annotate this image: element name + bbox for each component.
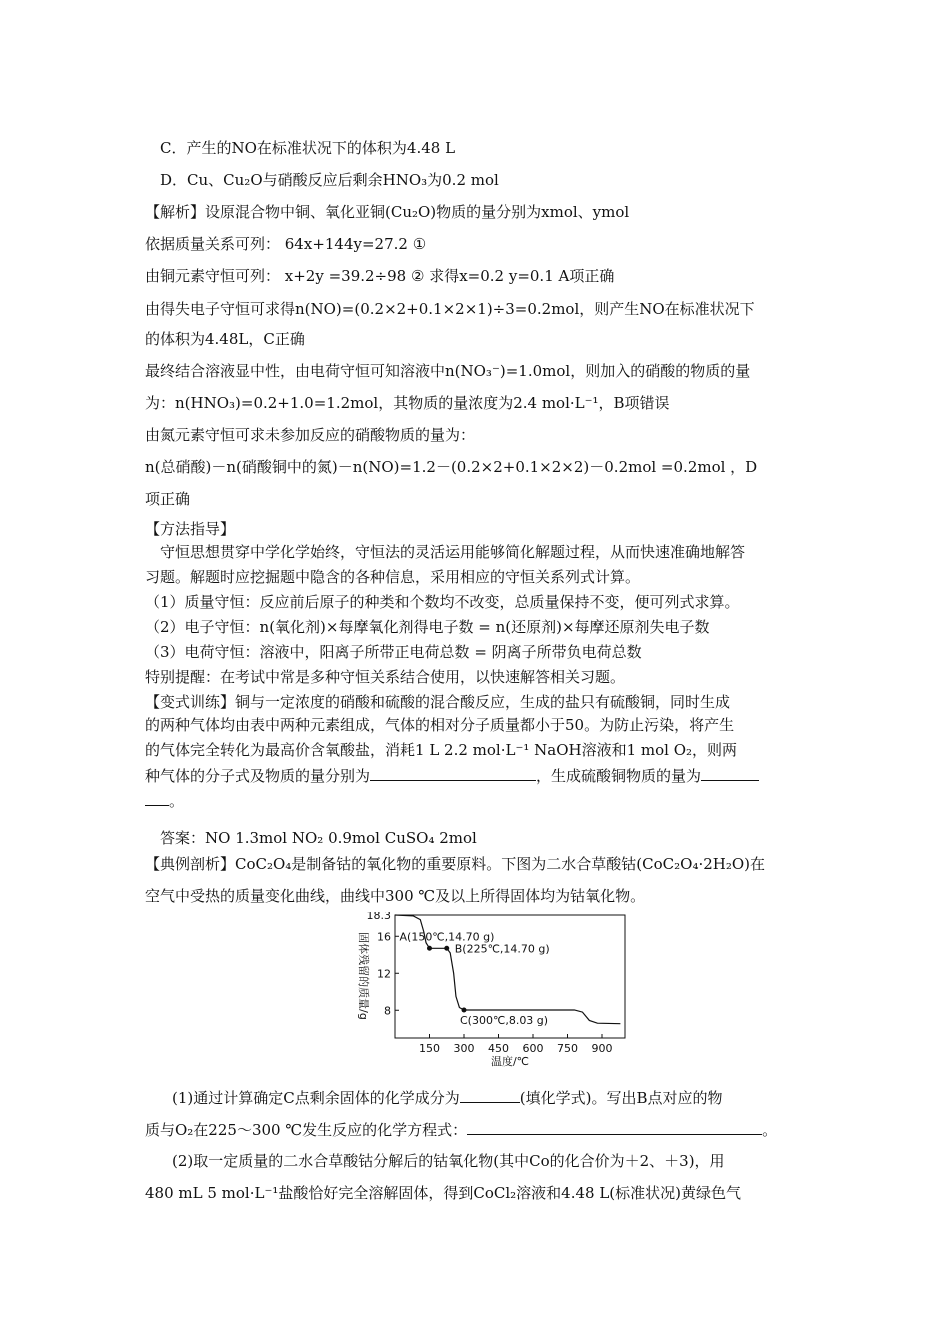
- principle-electron: （2）电子守恒：n(氧化剂)×每摩氧化剂得电子数 = n(还原剂)×每摩还原剂失电子数: [145, 618, 710, 636]
- x-tick-label: 450: [488, 1042, 509, 1055]
- answer-line: 答案：NO 1.3mol NO₂ 0.9mol CuSO₄ 2mol: [160, 829, 477, 847]
- nitrogen-line-1: 由氮元素守恒可求未参加反应的硝酸物质的量为：: [145, 426, 476, 444]
- variant-line-3: 的气体完全转化为最高价含氧酸盐，消耗1 L 2.2 mol·L⁻¹ NaOH溶液和1 mol O₂，则两: [145, 741, 738, 759]
- option-c: C．产生的NO在标准状况下的体积为4.48 L: [160, 139, 456, 157]
- data-point: [427, 946, 432, 951]
- principle-mass: （1）质量守恒：反应前后原子的种类和个数均不改变，总质量保持不变，便可列式求算。: [145, 593, 740, 611]
- mass-equation: 依据质量关系可列： 64x+144y=27.2 ①: [145, 235, 427, 253]
- data-point: [444, 946, 449, 951]
- y-tick-label: 8: [384, 1004, 391, 1018]
- method-text-1: 守恒思想贯穿中学化学始终，守恒法的灵活运用能够简化解题过程，从而快速准确地解答: [160, 543, 746, 561]
- q1-text-a: (1)通过计算确定C点剩余固体的化学成分为: [172, 1089, 460, 1107]
- question-1-line-2: [145, 1118, 777, 1141]
- y-axis-label: 固体残留的质量/g: [357, 932, 370, 1020]
- question-2-line-2: 480 mL 5 mol·L⁻¹盐酸恰好完全溶解固体，得到CoCl₂溶液和4.48 L(标准状况)黄绿色气: [145, 1184, 742, 1202]
- method-text-2: 习题。解题时应挖掘题中隐含的各种信息，采用相应的守恒关系列式计算。: [145, 568, 641, 586]
- special-tip: 特别提醒：在考试中常是多种守恒关系结合使用，以快速解答相关习题。: [145, 668, 626, 686]
- charge-line-2: 为：n(HNO₃)=0.2+1.0=1.2mol，其物质的量浓度为2.4 mol·L⁻¹，B项错误: [145, 394, 670, 412]
- variant-end: 。: [169, 792, 185, 810]
- cuso4-answer-blank[interactable]: [701, 764, 759, 781]
- variant-text-b: ，生成硫酸铜物质的量为: [536, 767, 702, 785]
- q1-text-b: (填化学式)。写出B点对应的物: [519, 1089, 723, 1107]
- variant-line-2: 的两种气体均由表中两种元素组成，气体的相对分子质量都小于50。为防止污染，将产生: [145, 716, 735, 734]
- x-tick-label: 150: [419, 1042, 440, 1055]
- electron-line-1: 由得失电子守恒可求得n(NO)=(0.2×2+0.1×2×1)÷3=0.2mol，则产生NO在标准状况下: [145, 300, 755, 318]
- variant-line-1: 【变式训练】铜与一定浓度的硝酸和硫酸的混合酸反应，生成的盐只有硫酸铜，同时生成: [145, 693, 731, 711]
- x-tick-label: 900: [591, 1042, 613, 1055]
- data-point: [462, 1007, 467, 1012]
- option-d: D．Cu、Cu₂O与硝酸反应后剩余HNO₃为0.2 mol: [160, 171, 499, 189]
- question-1-line-1: [172, 1086, 722, 1109]
- y-tick-label: 18.3: [366, 912, 391, 922]
- method-heading: 【方法指导】: [145, 520, 236, 538]
- q1-text-c: 质与O₂在225～300 ℃发生反应的化学方程式：: [145, 1121, 468, 1139]
- variant-text-a: 种气体的分子式及物质的量分别为: [145, 767, 371, 785]
- data-point-label: A(150℃,14.70 g): [399, 930, 495, 944]
- x-axis-label: 温度/℃: [490, 1055, 530, 1068]
- charge-line-1: 最终结合溶液显中性，由电荷守恒可知溶液中n(NO₃⁻)=1.0mol，则加入的硝酸的物质的量: [145, 362, 751, 380]
- question-2-line-1: (2)取一定质量的二水合草酸钴分解后的钴氧化物(其中Co的化合价为＋2、＋3)，用: [172, 1152, 725, 1170]
- x-tick-label: 750: [557, 1042, 578, 1055]
- y-tick-label: 12: [377, 967, 391, 981]
- example-line-1: 【典例剖析】CoC₂O₄是制备钴的氧化物的重要原料。下图为二水合草酸钴(CoC₂O₄·2H₂O)在: [145, 855, 766, 873]
- gas-answer-blank[interactable]: [370, 764, 536, 781]
- mass-temperature-chart: [340, 912, 630, 1072]
- principle-charge: （3）电荷守恒：溶液中，阳离子所带正电荷总数 = 阴离子所带负电荷总数: [145, 643, 642, 661]
- example-line-2: 空气中受热的质量变化曲线，曲线中300 ℃及以上所得固体均为钴氧化物。: [145, 887, 646, 905]
- equation-answer-blank[interactable]: [467, 1118, 762, 1135]
- electron-line-2: 的体积为4.48L，C正确: [145, 330, 305, 348]
- q1-text-d: 。: [762, 1121, 778, 1139]
- data-point-label: B(225℃,14.70 g): [454, 942, 550, 956]
- y-tick-label: 16: [377, 930, 391, 944]
- variant-line-5: [145, 789, 184, 812]
- nitrogen-line-2: n(总硝酸)－n(硝酸铜中的氮)－n(NO)=1.2－(0.2×2+0.1×2×2)－0.2mol =0.2mol ，D: [145, 458, 758, 476]
- x-tick-label: 600: [522, 1042, 544, 1055]
- cuso4-answer-blank-cont[interactable]: [145, 789, 169, 806]
- copper-equation: 由铜元素守恒可列： x+2y =39.2÷98 ② 求得x=0.2 y=0.1 A项正确: [145, 267, 615, 285]
- nitrogen-line-3: 项正确: [145, 490, 191, 508]
- c-point-answer-blank[interactable]: [460, 1086, 520, 1103]
- data-point-label: C(300℃,8.03 g): [460, 1013, 549, 1027]
- variant-line-4: [145, 764, 759, 787]
- analysis-heading: 【解析】设原混合物中铜、氧化亚铜(Cu₂O)物质的量分别为xmol、ymol: [145, 203, 630, 221]
- x-tick-label: 300: [453, 1042, 475, 1055]
